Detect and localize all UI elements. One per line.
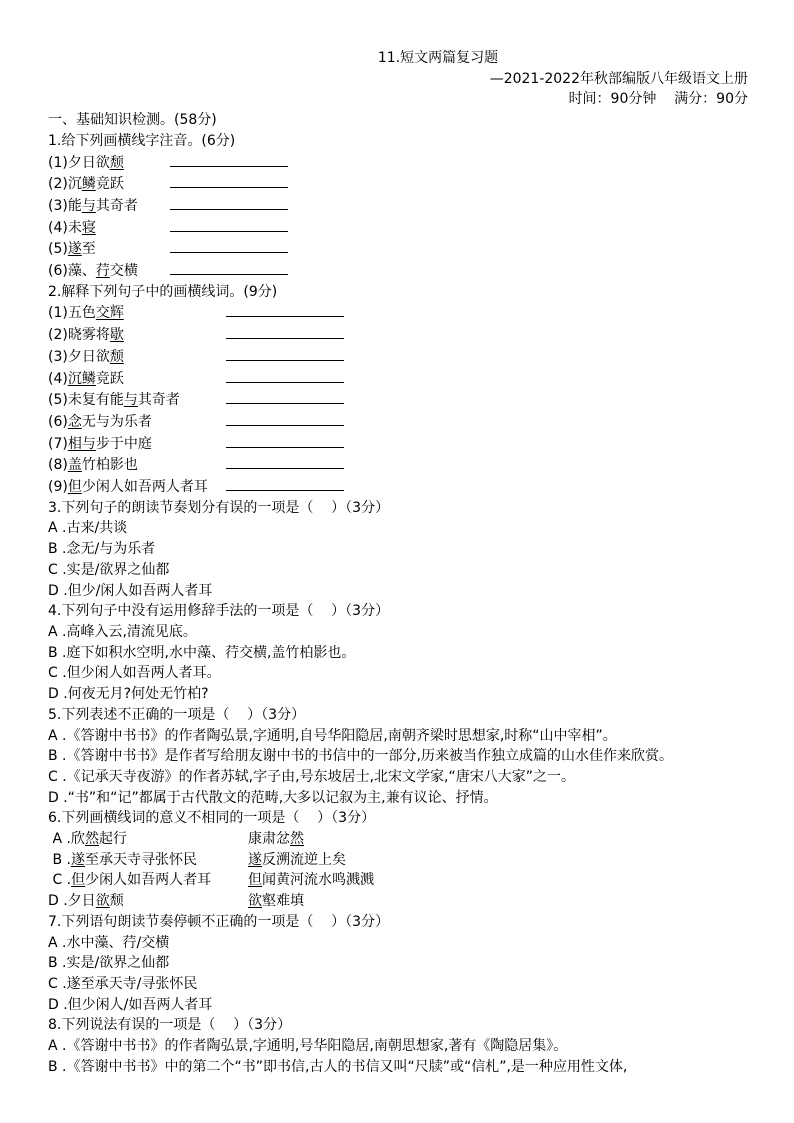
answer-blank [226,476,344,491]
answer-blank [170,152,288,167]
underlined-word: 然 [290,831,304,848]
option-label: B . [48,851,71,868]
option-left [48,829,248,850]
underlined-char: 盖 [67,457,82,474]
exam-page [48,48,748,1077]
fill-item [48,346,748,368]
underlined-char: 沉鳞 [67,370,96,387]
answer-blank [170,217,288,232]
item-number: (3) [48,348,68,365]
option-text: 夕日 [67,893,96,910]
item-text: 至 [81,241,96,258]
option: C .实是/欲界之仙都 [48,561,170,578]
underlined-char: 寝 [81,219,96,236]
underlined-word: 遂 [248,851,262,868]
item-text: 五色 [67,305,96,322]
underlined-char: 但 [67,479,82,496]
underlined-word: 欲 [248,893,262,910]
fill-item [48,195,748,217]
question-3-prompt: 3.下列句子的朗读节奏划分有误的一项是（ ）（3分） [48,499,390,516]
question-6-prompt: 6.下列画横线词的意义不相同的一项是（ ）（3分） [48,810,376,827]
item-text: 少闲人如吾两人者耳 [81,479,208,496]
item-text: 步于中庭 [95,435,152,452]
underlined-char: 念 [67,413,82,430]
time-score: 时间：90分钟 满分：90分 [568,91,748,108]
option: A .古来/共谈 [48,520,128,537]
underlined-word: 然 [84,831,99,848]
item-text: 沉 [67,176,82,193]
underlined-char: 遂 [67,241,82,258]
item-number: (5) [48,241,68,258]
exam-title: 11.短文两篇复习题 [377,50,499,66]
option [48,870,748,891]
question-8-prompt: 8.下列说法有误的一项是（ ）（3分） [48,1017,292,1034]
underlined-char: 与 [123,392,138,409]
underlined-char: 与 [81,197,96,214]
item-term [48,218,170,239]
option-text: 少闲人如吾两人者耳 [85,872,212,889]
fill-item [48,433,748,455]
item-text: 未 [67,219,82,236]
question-1-prompt: 1.给下列画横线字注音。(6分) [48,132,236,149]
question-7-prompt: 7.下列语句朗读节奏停顿不正确的一项是（ ）（3分） [48,913,390,930]
item-term [48,477,226,498]
item-term [48,347,226,368]
option: C .遂至承天寺/寻张怀民 [48,975,198,992]
item-text: 夕日欲 [67,154,110,171]
fill-item [48,173,748,195]
underlined-word: 遂 [70,851,85,868]
item-text: 晓雾将 [67,327,110,344]
option: A .高峰入云,清流见底。 [48,623,197,640]
option-text: 颓 [109,893,124,910]
option: D .但少/闲人如吾两人者耳 [48,582,213,599]
option-left [48,891,248,912]
option-label: C . [48,872,72,889]
answer-blank [226,433,344,448]
question-4-prompt: 4.下列句子中没有运用修辞手法的一项是（ ）（3分） [48,603,390,620]
option: A .《答谢中书书》的作者陶弘景,字通明,自号华阳隐居,南朝齐梁时思想家,时称“山中宰相”。 [48,727,617,744]
option: C .但少闲人如吾两人者耳。 [48,665,221,682]
answer-blank [170,260,288,275]
item-text: 无与为乐者 [81,413,152,430]
item-term [48,196,170,217]
option-text: 反溯流逆上矣 [262,851,346,868]
underlined-char: 颓 [109,154,124,171]
option [48,850,748,871]
item-term [48,261,170,282]
item-number: (5) [48,392,68,409]
underlined-word: 欲 [95,893,110,910]
option: D .“书”和“记”都属于古代散文的范畴,大多以记叙为主,兼有议论、抒情。 [48,789,498,806]
fill-item [48,302,748,324]
underlined-char: 鳞 [81,176,96,193]
item-text: 竞跃 [95,370,124,387]
option-text: 闻黄河流水鸣溅溅 [262,872,374,889]
option: B .《答谢中书书》中的第二个“书”即书信,古人的书信又叫“尺牍”或“信札”,是一种应用性文体, [48,1058,628,1075]
item-term [48,174,170,195]
answer-blank [226,411,344,426]
item-number: (6) [48,413,68,430]
option-left [48,850,248,871]
item-term [48,239,170,260]
option: A .水中藻、荇/交横 [48,934,170,951]
fill-item [48,152,748,174]
underlined-char: 颓 [109,348,124,365]
answer-blank [170,173,288,188]
item-number: (6) [48,263,68,280]
exam-subtitle: —2021-2022年秋部编版八年级语文上册 [489,70,748,87]
option: B .《答谢中书书》是作者写给朋友谢中书的书信中的一部分,历来被当作独立成篇的山水佳作来欣赏。 [48,748,673,765]
fill-item [48,324,748,346]
option-right [248,893,304,909]
option-text: 壑难填 [262,893,304,910]
option: D .何夜无月?何处无竹柏? [48,686,209,703]
option-right [248,872,374,888]
item-number: (2) [48,327,68,344]
item-number: (1) [48,154,68,171]
option-text: 起行 [98,831,127,848]
item-text: 藻、 [67,263,96,280]
option-right [248,831,304,847]
underlined-word: 但 [248,872,262,889]
option-left [48,870,248,891]
item-text: 未复有能 [67,392,124,409]
option: C .《记承天寺夜游》的作者苏轼,字子由,号东坡居士,北宋文学家,“唐宋八大家”之一。 [48,768,575,785]
question-6-options [48,829,748,912]
option-text: 康肃忿 [248,831,290,848]
option: D .但少闲人/如吾两人者耳 [48,996,213,1013]
fill-item [48,476,748,498]
item-number: (4) [48,219,68,236]
item-term [48,434,226,455]
section-heading: 一、基础知识检测。(58分) [48,112,217,129]
underlined-word: 但 [71,872,86,889]
item-number: (9) [48,479,68,496]
question-2-items [48,302,748,497]
underlined-char: 荇 [95,263,110,280]
answer-blank [226,324,344,339]
question-5-prompt: 5.下列表述不正确的一项是（ ）（3分） [48,706,306,723]
option: B .实是/欲界之仙都 [48,955,170,972]
underlined-char: 相与 [67,435,96,452]
option-label: D . [48,893,68,910]
underlined-char: 交辉 [95,305,124,322]
item-text: 其奇者 [137,392,180,409]
item-number: (7) [48,435,68,452]
option-text: 欣 [70,831,85,848]
answer-blank [226,302,344,317]
item-text: 其奇者 [95,197,138,214]
question-1-items [48,152,748,282]
fill-item [48,411,748,433]
fill-item [48,368,748,390]
item-text: 夕日欲 [67,348,110,365]
fill-item [48,260,748,282]
option: B .庭下如积水空明,水中藻、荇交横,盖竹柏影也。 [48,644,356,661]
question-2-prompt: 2.解释下列句子中的画横线词。(9分) [48,283,278,300]
item-number: (4) [48,370,68,387]
item-number: (8) [48,457,68,474]
answer-blank [170,238,288,253]
item-term [48,455,226,476]
fill-item [48,454,748,476]
item-number: (1) [48,305,68,322]
item-term [48,303,226,324]
option [48,891,748,912]
option-text: 至承天寺寻张怀民 [84,851,197,868]
item-term [48,390,226,411]
fill-item [48,238,748,260]
fill-item [48,389,748,411]
item-number: (3) [48,197,68,214]
option: A .《答谢中书书》的作者陶弘景,字通明,号华阳隐居,南朝思想家,著有《陶隐居集》。 [48,1038,568,1055]
item-text: 交横 [109,263,138,280]
option [48,829,748,850]
fill-item [48,217,748,239]
item-term [48,412,226,433]
answer-blank [226,389,344,404]
option-label: A . [48,831,71,848]
item-text: 竞跃 [95,176,124,193]
item-term [48,153,170,174]
item-term [48,325,226,346]
item-text: 竹柏影也 [81,457,138,474]
answer-blank [226,368,344,383]
item-term [48,369,226,390]
answer-blank [226,346,344,361]
answer-blank [226,454,344,469]
option: B .念无/与为乐者 [48,541,156,558]
answer-blank [170,195,288,210]
option-right [248,852,346,868]
item-number: (2) [48,176,68,193]
item-text: 能 [67,197,82,214]
underlined-char: 歇 [109,327,124,344]
